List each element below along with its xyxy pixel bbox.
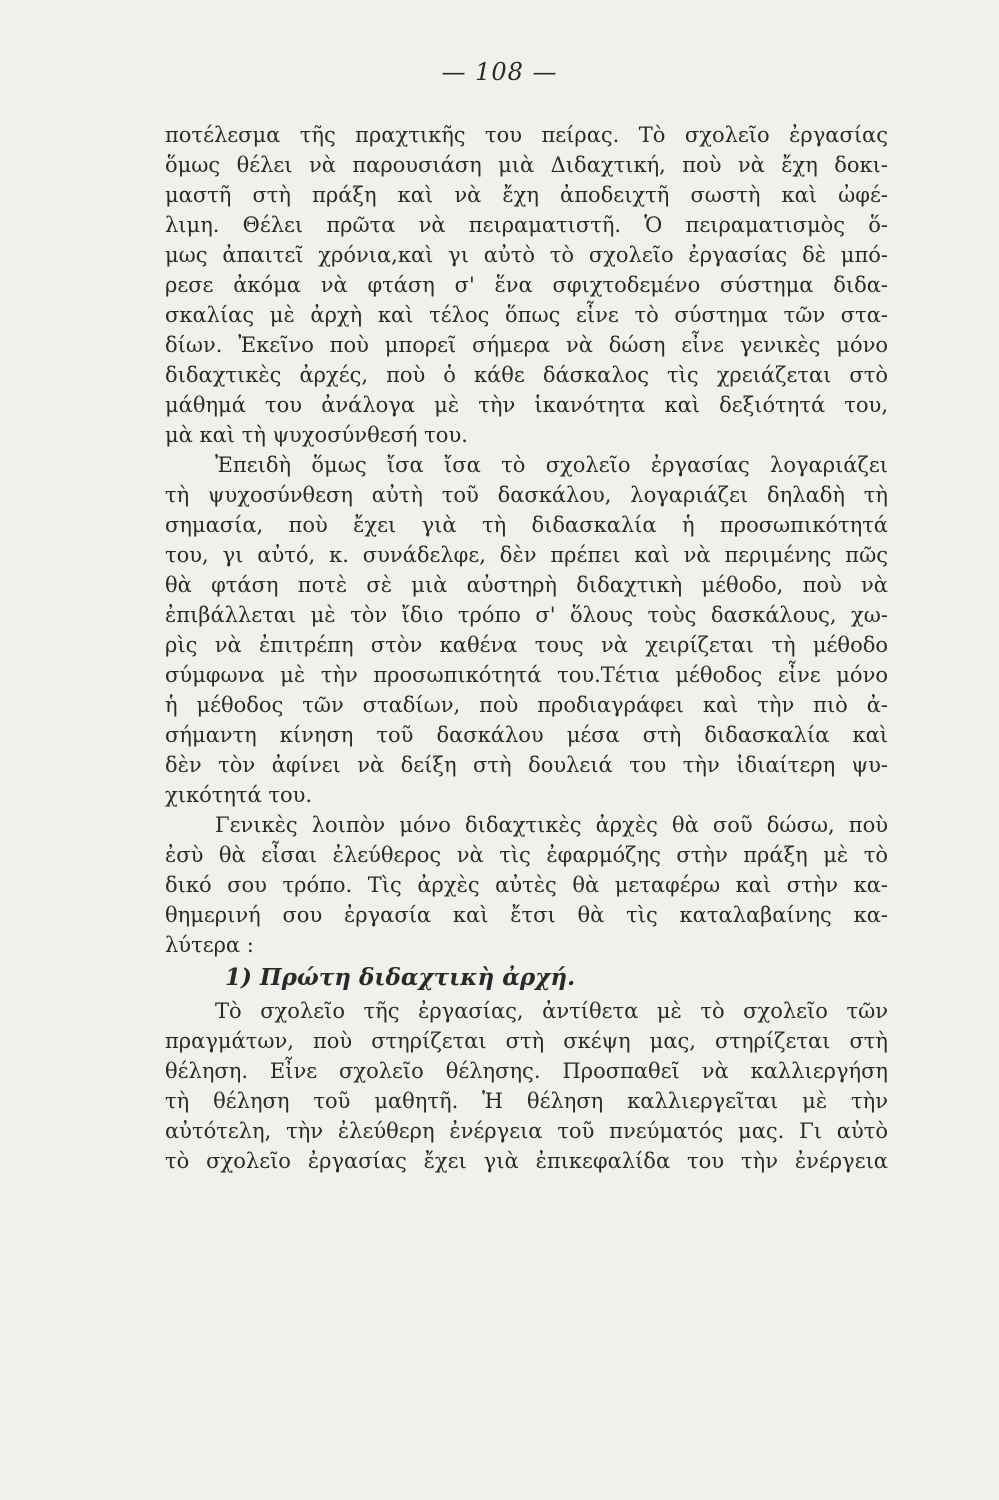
text-line: θὰ φτάση ποτὲ σὲ μιὰ αὐστηρὴ διδαχτικὴ μέθοδο, ποὺ νὰ: [165, 573, 888, 597]
text-line: μάθημά του ἀνάλογα μὲ τὴν ἱκανότητα καὶ δεξιότητά του,: [165, 393, 888, 417]
section-heading: 1) Πρώτη διδαχτικὴ ἀρχή.: [225, 964, 576, 991]
body-text: [165, 120, 888, 1176]
text-line: μαστῆ στὴ πράξη καὶ νὰ ἔχη ἀποδειχτῆ σωστὴ καὶ ὠφέ-: [165, 183, 888, 207]
text-line: χικότητά του.: [165, 783, 313, 807]
text-line: μως ἀπαιτεῖ χρόνια,καὶ γι αὐτὸ τὸ σχολεῖο ἐργασίας δὲ μπό-: [165, 243, 888, 267]
text-line: του, γι αὐτό, κ. συνάδελφε, δὲν πρέπει καὶ νὰ περιμένης πῶς: [165, 543, 888, 567]
text-line: θέληση. Εἶνε σχολεῖο θέλησης. Προσπαθεῖ νὰ καλλιεργήση: [165, 1059, 888, 1083]
text-line: δικό σου τρόπο. Τὶς ἀρχὲς αὐτὲς θὰ μεταφέρω καὶ στὴν κα-: [165, 873, 888, 897]
text-line: δίων. Ἐκεῖνο ποὺ μπορεῖ σήμερα νὰ δώση εἶνε γενικὲς μόνο: [165, 333, 888, 357]
text-line: αὐτότελη, τὴν ἐλεύθερη ἐνέργεια τοῦ πνεύματός μας. Γι αὐτὸ: [165, 1119, 888, 1143]
text-line: σήμαντη κίνηση τοῦ δασκάλου μέσα στὴ διδασκαλία καὶ: [165, 723, 888, 747]
page-number: — 108 —: [441, 58, 558, 86]
text-line: τὴ ψυχοσύνθεση αὐτὴ τοῦ δασκάλου, λογαριάζει δηλαδὴ τὴ: [165, 483, 888, 507]
text-line: ρεσε ἀκόμα νὰ φτάση σ' ἕνα σφιχτοδεμένο σύστημα διδα-: [165, 273, 888, 297]
text-line: λύτερα :: [165, 933, 254, 957]
text-line: μὰ καὶ τὴ ψυχοσύνθεσή του.: [165, 423, 468, 447]
text-line: τὸ σχολεῖο ἐργασίας ἔχει γιὰ ἐπικεφαλίδα του τὴν ἐνέργεια: [165, 1149, 888, 1173]
text-line: τὴ θέληση τοῦ μαθητῆ. Ἡ θέληση καλλιεργεῖται μὲ τὴν: [165, 1089, 888, 1113]
text-line: σκαλίας μὲ ἀρχὴ καὶ τέλος ὅπως εἶνε τὸ σύστημα τῶν στα-: [165, 303, 888, 327]
text-line: θημερινή σου ἐργασία καὶ ἔτσι θὰ τὶς καταλαβαίνης κα-: [165, 903, 888, 927]
text-line: διδαχτικὲς ἀρχές, ποὺ ὁ κάθε δάσκαλος τὶς χρειάζεται στὸ: [165, 363, 888, 387]
text-line: Γενικὲς λοιπὸν μόνο διδαχτικὲς ἀρχὲς θὰ σοῦ δώσω, ποὺ: [215, 813, 888, 837]
text-line: ποτέλεσμα τῆς πραχτικῆς του πείρας. Τὸ σχολεῖο ἐργασίας: [165, 123, 888, 147]
text-line: πραγμάτων, ποὺ στηρίζεται στὴ σκέψη μας, στηρίζεται στὴ: [165, 1029, 888, 1053]
text-line: ἡ μέθοδος τῶν σταδίων, ποὺ προδιαγράφει καὶ τὴν πιὸ ἀ-: [165, 693, 888, 717]
text-line: λιμη. Θέλει πρῶτα νὰ πειραματιστῆ. Ὁ πειραματισμὸς ὅ-: [165, 213, 888, 237]
text-line: δὲν τὸν ἀφίνει νὰ δείξη στὴ δουλειά του τὴν ἰδιαίτερη ψυ-: [165, 753, 888, 777]
text-line: σημασία, ποὺ ἔχει γιὰ τὴ διδασκαλία ἡ προσωπικότητά: [165, 513, 888, 537]
text-line: Ἐπειδὴ ὅμως ἴσα ἴσα τὸ σχολεῖο ἐργασίας λογαριάζει: [215, 453, 888, 477]
text-line: ὅμως θέλει νὰ παρουσιάση μιὰ Διδαχτική, ποὺ νὰ ἔχη δοκι-: [165, 153, 888, 177]
text-line: ἐπιβάλλεται μὲ τὸν ἴδιο τρόπο σ' ὅλους τοὺς δασκάλους, χω-: [165, 603, 888, 627]
text-line: σύμφωνα μὲ τὴν προσωπικότητά του.Τέτια μέθοδος εἶνε μόνο: [165, 663, 888, 687]
text-line: Τὸ σχολεῖο τῆς ἐργασίας, ἀντίθετα μὲ τὸ σχολεῖο τῶν: [215, 999, 888, 1023]
text-line: ἐσὺ θὰ εἶσαι ἐλεύθερος νὰ τὶς ἐφαρμόζης στὴν πράξη μὲ τὸ: [165, 843, 888, 867]
text-line: ρὶς νὰ ἐπιτρέπη στὸν καθένα τους νὰ χειρίζεται τὴ μέθοδο: [165, 633, 888, 657]
